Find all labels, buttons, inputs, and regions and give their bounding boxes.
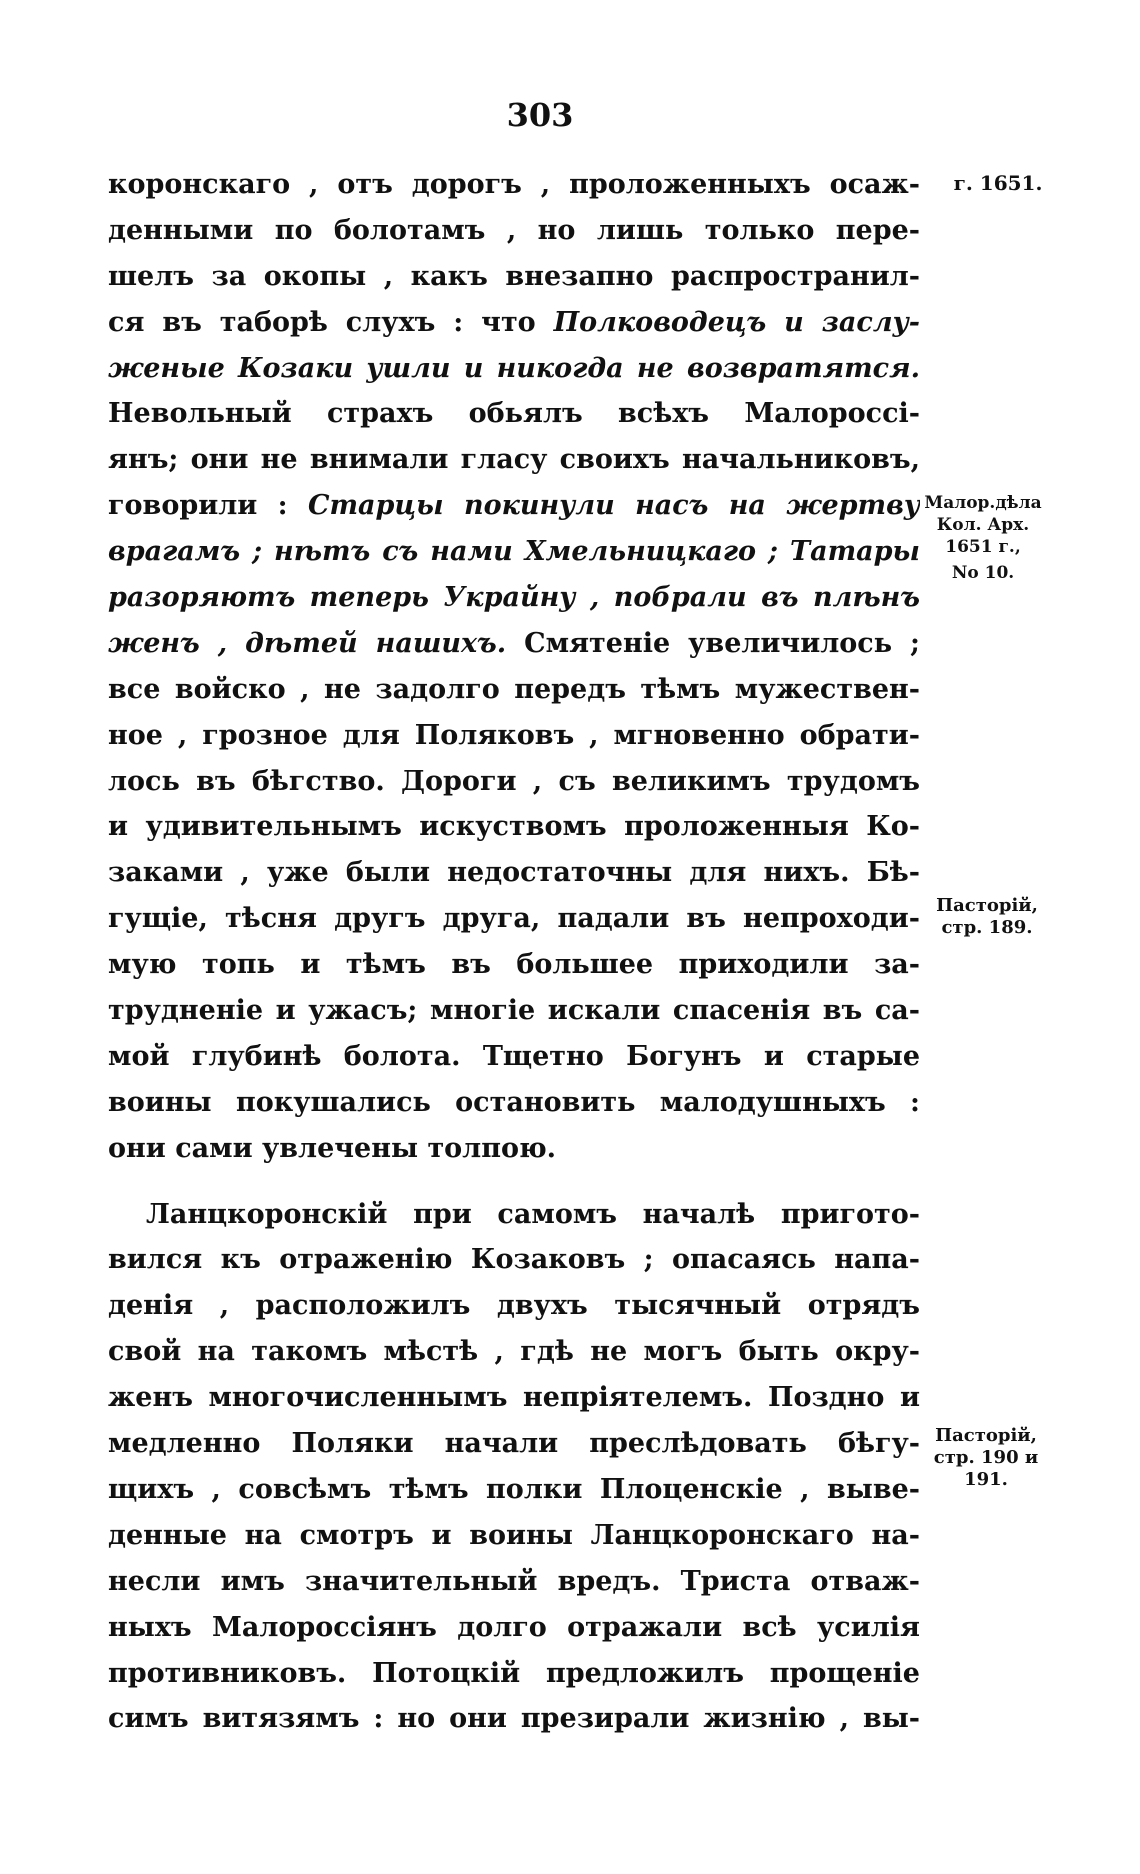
text-line xyxy=(108,529,920,575)
text-line: мой глубинѣ болота. Тщетно Богунъ и старые xyxy=(108,1040,920,1072)
margin-note-line: No 10. xyxy=(951,563,1015,583)
margin-note-line: Пасторій, xyxy=(936,895,1038,916)
text-line xyxy=(108,575,920,621)
page-number: 303 xyxy=(506,96,574,134)
margin-note-line: стр. 189. xyxy=(941,917,1033,938)
italic-quote: женые Козаки ушли и никогда не возвратятся. xyxy=(108,352,920,384)
text-line: женъ многочисленнымъ непріятелемъ. Поздно и xyxy=(108,1382,920,1414)
text-line: щихъ , совсѣмъ тѣмъ полки Плоценскіе , выве- xyxy=(108,1473,920,1505)
text-line: денія , расположилъ двухъ тысячный отрядъ xyxy=(108,1290,920,1322)
margin-note-line: стр. 190 и xyxy=(933,1447,1039,1468)
text-line: несли имъ значительный вредъ. Триста отваж- xyxy=(108,1565,920,1597)
italic-quote: Полководецъ и заслу- xyxy=(553,306,920,338)
text-segment: Смятеніе увеличилось ; xyxy=(506,627,920,659)
text-line: ное , грозное для Поляковъ , мгновенно обрати- xyxy=(108,719,920,751)
text-line: и удивительнымъ искуствомъ проложенныя Ко- xyxy=(108,811,920,843)
text-line: вился къ отраженію Козаковъ ; опасаясь напа- xyxy=(108,1244,920,1276)
text-line: гущіе, тѣсня другъ друга, падали въ непроходи- xyxy=(108,903,920,935)
text-line: симъ витязямъ : но они презирали жизнію , вы- xyxy=(108,1703,920,1735)
body-text xyxy=(108,162,920,1742)
text-line xyxy=(108,483,920,529)
italic-quote: Старцы покинули насъ на жертву xyxy=(308,490,920,522)
text-segment: ся въ таборѣ слухъ : что xyxy=(108,306,554,338)
text-line: Ланцкоронскій при самомъ началѣ пригото- xyxy=(146,1198,920,1230)
margin-note-line: 191. xyxy=(964,1469,1008,1490)
text-line: Невольный страхъ обьялъ всѣхъ Малороссі- xyxy=(108,398,920,430)
margin-note-pastoriy-189 xyxy=(922,895,1052,939)
italic-quote: женъ , дѣтей нашихъ. xyxy=(108,627,507,659)
text-line: ныхъ Малороссіянъ долго отражали всѣ усилія xyxy=(108,1611,920,1643)
text-line: медленно Поляки начали преслѣдовать бѣгу- xyxy=(108,1428,920,1460)
text-line: лось въ бѣгство. Дороги , съ великимъ трудомъ xyxy=(108,765,920,797)
text-line: коронскаго , отъ дорогъ , проложенныхъ осаж- xyxy=(108,169,920,200)
margin-note-line: Малор.дѣла xyxy=(924,493,1042,513)
text-line xyxy=(108,346,920,392)
text-line: трудненіе и ужасъ; многіе искали спасенія въ са- xyxy=(108,995,920,1027)
margin-note-pastoriy-190 xyxy=(918,1425,1054,1491)
text-line xyxy=(108,300,920,346)
text-line: денные на смотръ и воины Ланцкоронскаго на- xyxy=(108,1519,920,1551)
text-line: денными по болотамъ , но лишь только пере- xyxy=(108,214,920,246)
italic-quote: врагамъ ; нѣтъ съ нами Хмельницкаго ; Татары xyxy=(108,536,920,568)
text-line: заками , уже были недостаточны для нихъ. Бѣ- xyxy=(108,857,920,889)
margin-note-year xyxy=(938,172,1058,194)
paragraph-gap xyxy=(108,1172,920,1192)
text-line: янъ; они не внимали гласу своихъ начальниковъ, xyxy=(108,444,920,476)
text-line: шелъ за окопы , какъ внезапно распространил- xyxy=(108,260,920,292)
text-line: воины покушались остановить малодушныхъ : xyxy=(108,1086,920,1118)
text-line xyxy=(108,621,920,667)
text-segment: говорили : xyxy=(108,490,308,522)
text-line: они сами увлечены толпою. xyxy=(108,1132,557,1164)
italic-quote: разоряютъ теперь Украйну , побрали въ плѣнъ xyxy=(108,582,920,614)
margin-note-line: г. 1651. xyxy=(953,171,1043,195)
text-line: противниковъ. Потоцкій предложилъ прощеніе xyxy=(108,1657,920,1689)
text-line: все войско , не задолго передъ тѣмъ мужествен- xyxy=(108,673,920,705)
text-line: свой на такомъ мѣстѣ , гдѣ не могъ быть окру- xyxy=(108,1336,920,1368)
text-line: мую топь и тѣмъ въ большее приходили за- xyxy=(108,949,920,981)
margin-note-line: Пасторій, xyxy=(935,1425,1037,1446)
margin-note-line: 1651 г., xyxy=(945,537,1021,557)
margin-note-archive xyxy=(918,492,1048,584)
margin-note-line: Кол. Арх. xyxy=(936,515,1030,535)
